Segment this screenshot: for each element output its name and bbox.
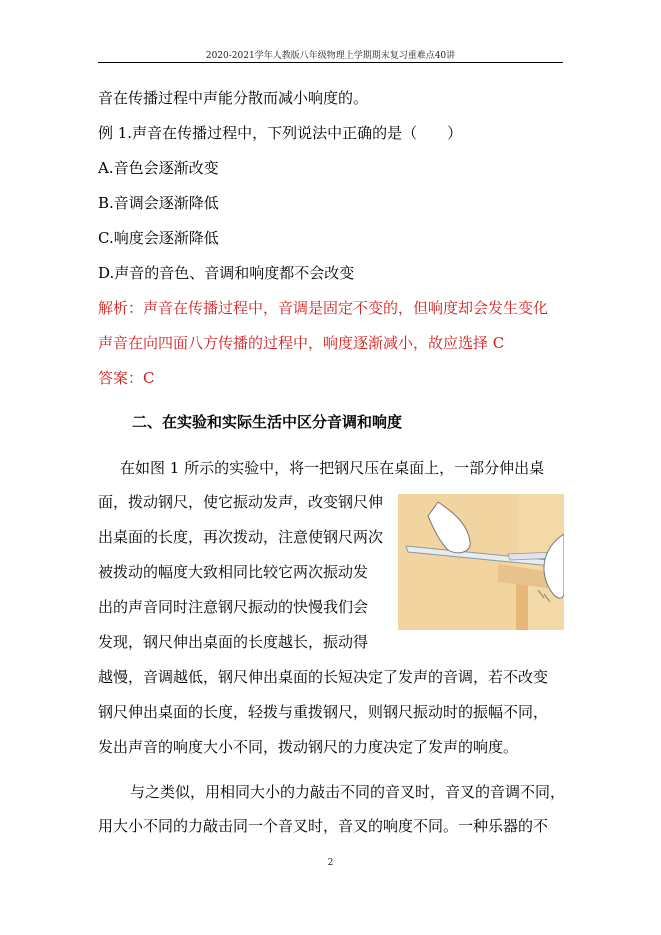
- example-question: 例 1.声音在传播过程中，下列说法中正确的是（ ）: [98, 124, 463, 142]
- paragraph-line: 被拨动的幅度大致相同比较它两次振动发: [98, 563, 369, 581]
- page-header: 2020-2021学年人教版八年级物理上学期期末复习重难点40讲: [205, 51, 456, 61]
- option-b: B.音调会逐渐降低: [98, 194, 219, 212]
- option-a: A.音色会逐渐改变: [98, 159, 219, 177]
- section-heading: 二、在实验和实际生活中区分音调和响度: [132, 413, 403, 431]
- paragraph-line: 面，拨动钢尺，使它振动发声，改变钢尺伸: [98, 493, 384, 511]
- body-line: 音在传播过程中声能分散而减小响度的。: [98, 89, 369, 107]
- table-edge: [398, 494, 518, 630]
- answer-line: 答案：C: [98, 369, 155, 387]
- option-d: D.声音的音色、音调和响度都不会改变: [98, 264, 355, 282]
- page-number: 2: [327, 858, 334, 868]
- table-leg: [516, 584, 528, 630]
- paragraph-line: 与之类似，用相同大小的力敲击不同的音叉时，音叉的音调不同，: [130, 783, 566, 801]
- paragraph-line: 出的声音同时注意钢尺振动的快慢我们会: [98, 598, 369, 616]
- paragraph-line: 出桌面的长度，再次拨动，注意使钢尺两次: [98, 528, 384, 546]
- header-rule: [98, 62, 563, 63]
- paragraph-line: 发现，钢尺伸出桌面的长度越长，振动得: [98, 633, 369, 651]
- option-c: C.响度会逐渐降低: [98, 229, 219, 247]
- paragraph-line: 发出声音的响度大小不同，拨动钢尺的力度决定了发声的响度。: [98, 738, 519, 756]
- analysis-line: 解析：声音在传播过程中，音调是固定不变的，但响度却会发生变化: [98, 299, 549, 317]
- paragraph-line: 越慢，音调越低，钢尺伸出桌面的长短决定了发声的音调，若不改变: [98, 668, 549, 686]
- analysis-line: 声音在向四面八方传播的过程中，响度逐渐减小，故应选择 C: [98, 334, 505, 352]
- paragraph-line: 在如图 1 所示的实验中，将一把钢尺压在桌面上，一部分伸出桌: [120, 459, 545, 477]
- ruler-experiment-figure: [398, 494, 564, 630]
- paragraph-line: 用大小不同的力敲击同一个音叉时，音叉的响度不同。一种乐器的不: [98, 817, 549, 835]
- paragraph-line: 钢尺伸出桌面的长度，轻拨与重拨钢尺，则钢尺振动时的振幅不同，: [98, 703, 549, 721]
